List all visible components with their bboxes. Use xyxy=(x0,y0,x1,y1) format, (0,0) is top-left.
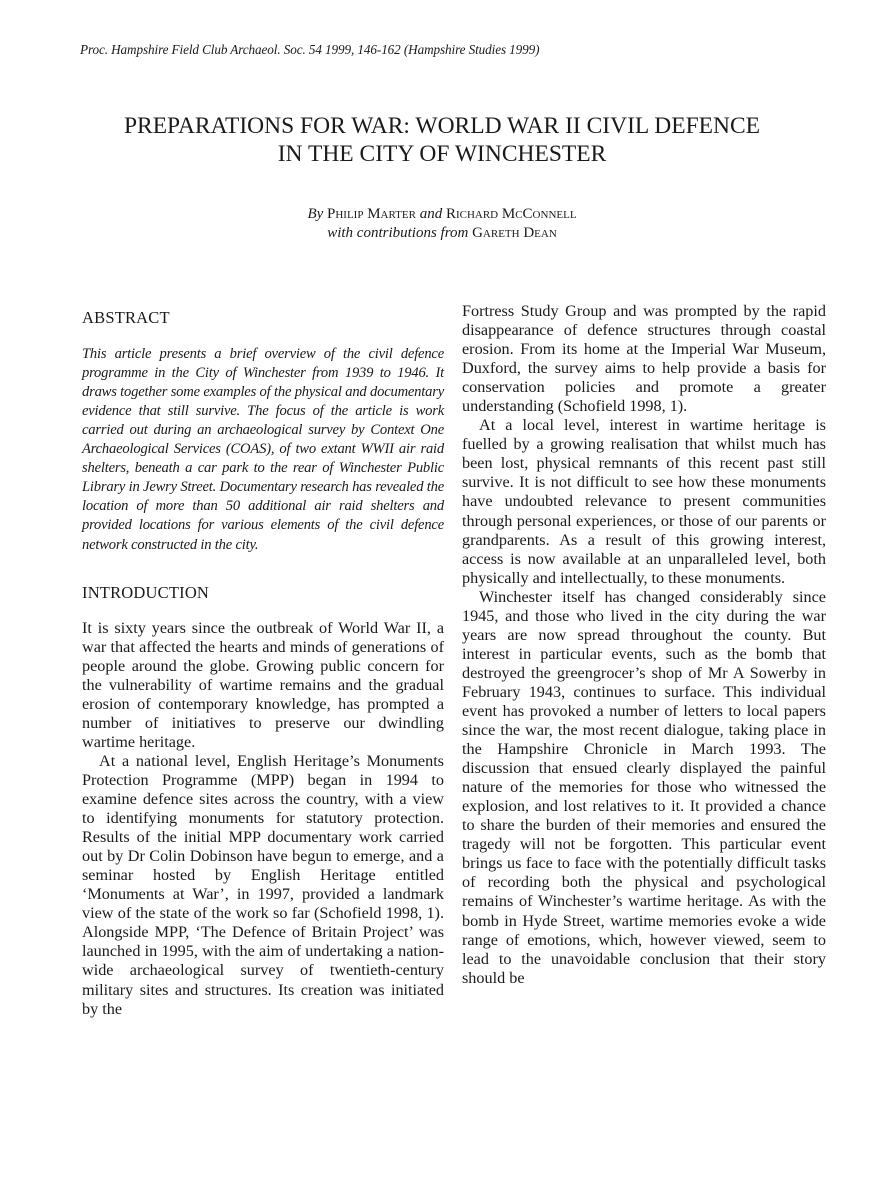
byline-contributors xyxy=(60,224,824,243)
byline-authors xyxy=(60,205,824,224)
byline-by: By xyxy=(307,206,324,222)
intro-paragraph-3: At a local level, interest in wartime heritage is fuelled by a growing realisation that whilst much has been lost, physical remnants of this recent past still survive. It is not difficult to see how these monuments have undoubted relevance to present communities through personal experiences, or those of our parents or grandparents. As a result of this growing interest, access is now available at an unparalleled level, both physically and intellectually, to these monuments. xyxy=(462,416,826,587)
intro-paragraph-2: At a national level, English Heritage’s Monuments Protection Programme (MPP) began in 1994 to examine defence sites across the country, with a view to identifying monuments for statutory protection. Results of the initial MPP documentary work carried out by Dr Colin Dobinson have begun to emerge, and a seminar hosted by English Heritage entitled ‘Monuments at War’, in 1997, provided a landmark view of the state of the work so far (Schofield 1998, 1). Alongside MPP, ‘The Defence of Britain Project’ was launched in 1995, with the aim of undertaking a nation-wide archaeological survey of twentieth-century military sites and structures. Its creation was initiated by the xyxy=(82,751,444,1018)
author-3: Gareth Dean xyxy=(472,225,557,241)
abstract-heading: ABSTRACT xyxy=(82,308,170,327)
title-line-1: PREPARATIONS FOR WAR: WORLD WAR II CIVIL DEFENCE xyxy=(123,113,761,139)
author-1: Philip Marter xyxy=(327,206,416,222)
abstract-text: This article presents a brief overview of the civil defence programme in the City of Winchester from 1939 to 1946. It draws together some examples of the physical and documentary evidence that still survive. The focus of the article is work carried out during an archaeological survey by Context One Archaeological Services (COAS), of two extant WWII air raid shelters, beneath a car park to the rear of Winchester Public Library in Jewry Street. Documentary research has revealed the location of more than 50 additional air raid shelters and provided locations for various elements of the civil defence network constructed in the city. xyxy=(82,346,444,553)
intro-paragraph-4: Winchester itself has changed considerably since 1945, and those who lived in the city during the war years are now spread throughout the county. But interest in particular events, such as the bomb that destroyed the greengrocer’s shop of Mr A Sowerby in February 1943, continues to surface. This individual event has provoked a number of letters to local papers since the war, the most recent dialogue, taking place in the Hampshire Chronicle in March 1993. The discussion that ensued clearly displayed the painful nature of the memories for those who witnessed the explosion, and lost relatives to it. It provided a chance to share the burden of their memories and ensured the tragedy will not be forgotten. This particular event brings us face to face with the potentially difficult tasks of recording both the physical and psychological remains of Winchester’s wartime heritage. As with the bomb in Hyde Street, wartime memories evoke a wide range of emotions, which, however viewed, seem to lead to the unavoidable conclusion that their story should be xyxy=(462,587,826,987)
byline xyxy=(60,205,824,243)
introduction-heading: INTRODUCTION xyxy=(82,582,210,602)
running-head: Proc. Hampshire Field Club Archaeol. Soc. 54 1999, 146-162 (Hampshire Studies 1999) xyxy=(80,42,540,57)
byline-with: with contributions from xyxy=(327,225,469,241)
author-2: Richard McConnell xyxy=(445,206,577,222)
byline-and: and xyxy=(419,206,443,222)
left-column xyxy=(82,300,444,1019)
article-title xyxy=(60,112,824,168)
intro-paragraph-2-continued: Fortress Study Group and was prompted by the rapid disappearance of defence structures through coastal erosion. From its home at the Imperial War Museum, Duxford, the survey aims to help provide a basis for conservation policies and promote a greater understanding (Schofield 1998, 1). xyxy=(462,302,826,416)
intro-paragraph-1: It is sixty years since the outbreak of World War II, a war that affected the hearts and minds of generations of people around the globe. Growing public concern for the vulnerability of wartime remains and the gradual erosion of contemporary knowledge, has prompted a number of initiatives to preserve our dwindling wartime heritage. xyxy=(82,618,444,751)
title-line-2: IN THE CITY OF WINCHESTER xyxy=(277,141,607,167)
right-column xyxy=(462,302,826,988)
